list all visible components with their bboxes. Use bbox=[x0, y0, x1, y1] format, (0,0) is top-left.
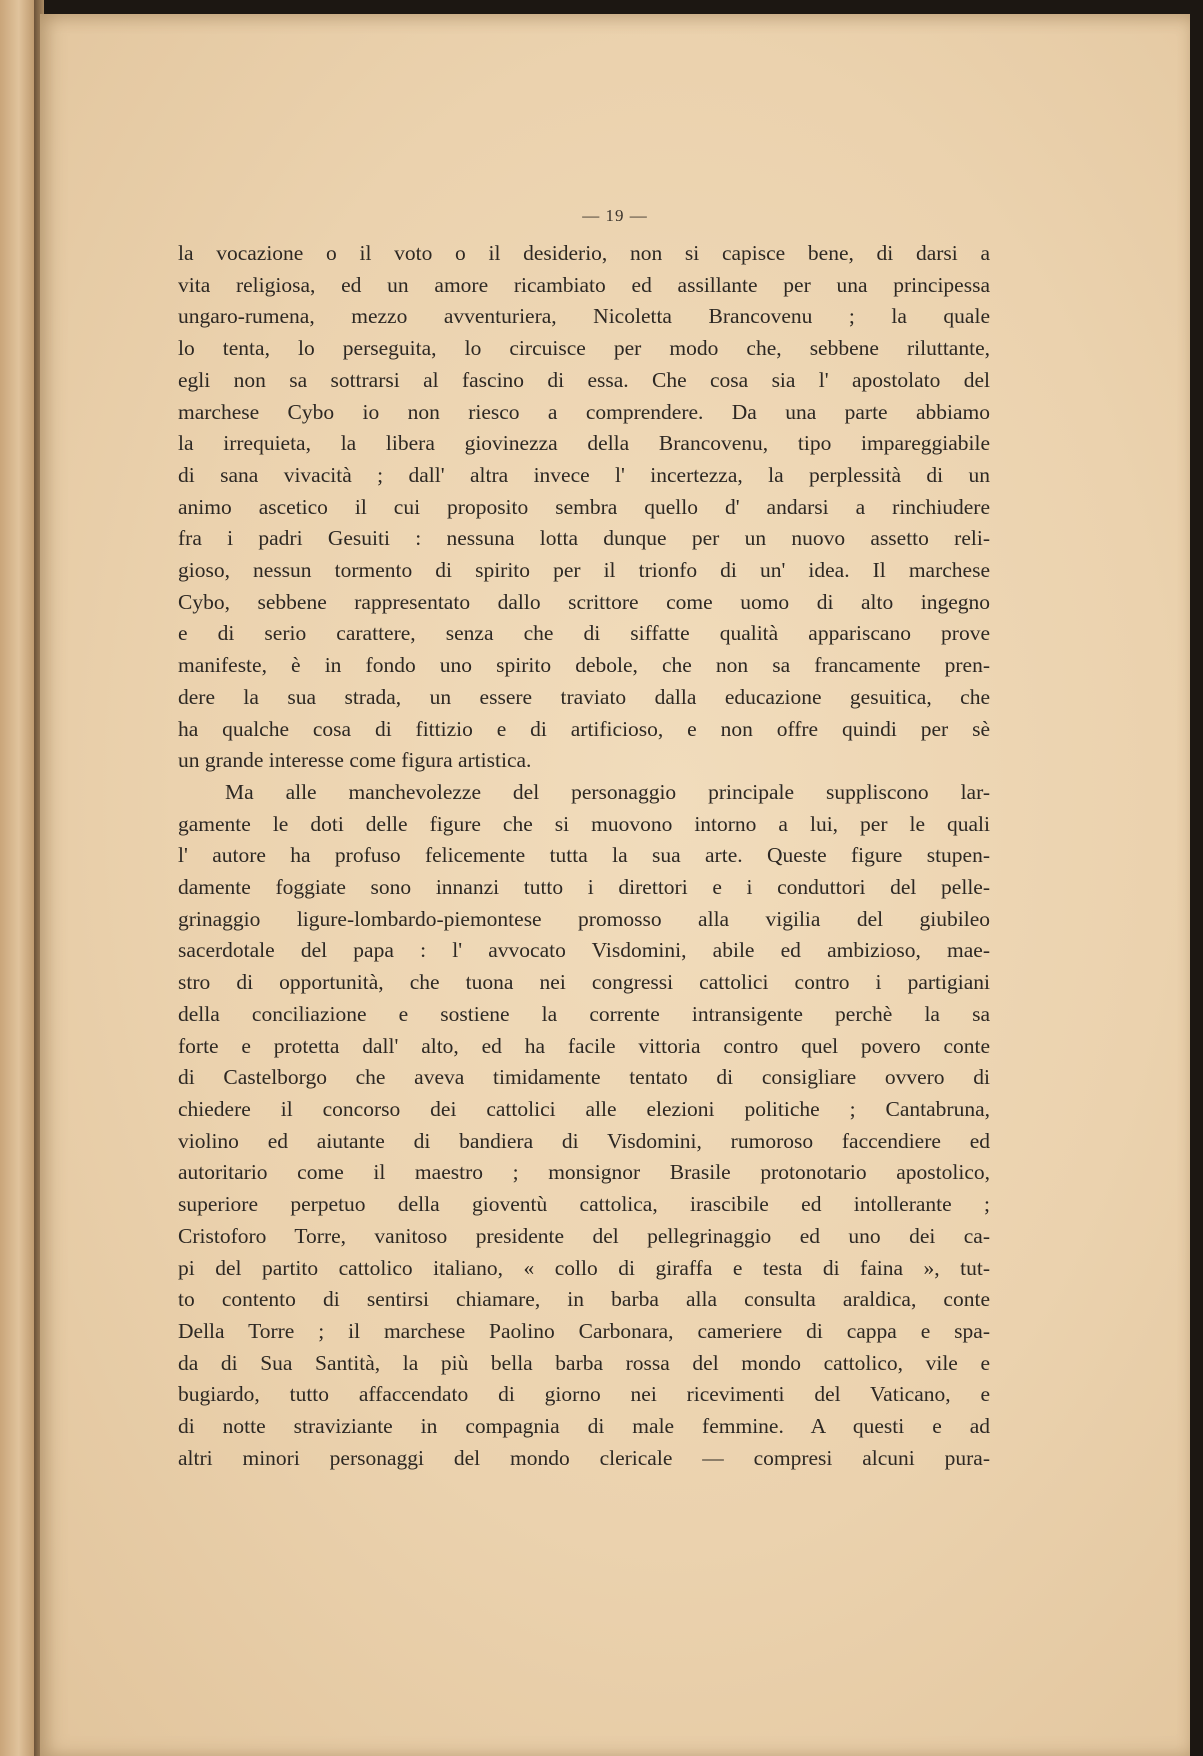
text-line: da di Sua Santità, la più bella barba rossa del mondo cattolico, vile e bbox=[178, 1350, 990, 1375]
text-line: ungaro-rumena, mezzo avventuriera, Nicoletta Brancovenu ; la quale bbox=[178, 304, 990, 329]
text-line: sacerdotale del papa : l' avvocato Visdomini, abile ed ambizioso, mae- bbox=[178, 938, 990, 963]
text-line: bugiardo, tutto affaccendato di giorno nei ricevimenti del Vaticano, e bbox=[178, 1382, 990, 1407]
text-line: ha qualche cosa di fittizio e di artificioso, e non offre quindi per sè bbox=[178, 716, 990, 741]
text-line: superiore perpetuo della gioventù cattolica, irascibile ed intollerante ; bbox=[178, 1192, 990, 1217]
text-line: Cristoforo Torre, vanitoso presidente del pellegrinaggio ed uno dei ca- bbox=[178, 1223, 990, 1248]
text-line: altri minori personaggi del mondo clericale — compresi alcuni pura- bbox=[178, 1445, 990, 1470]
page bbox=[40, 14, 1190, 1756]
text-line: stro di opportunità, che tuona nei congressi cattolici contro i partigiani bbox=[178, 970, 990, 995]
text-line: gioso, nessun tormento di spirito per il trionfo di un' idea. Il marchese bbox=[178, 558, 990, 583]
text-line: e di serio carattere, senza che di siffatte qualità appariscano prove bbox=[178, 621, 990, 646]
paragraph bbox=[178, 777, 990, 1474]
text-line: Ma alle manchevolezze del personaggio principale suppliscono lar- bbox=[225, 779, 990, 804]
text-line: di sana vivacità ; dall' altra invece l' incertezza, la perplessità di un bbox=[178, 462, 990, 487]
text-line: to contento di sentirsi chiamare, in barba alla consulta araldica, conte bbox=[178, 1287, 990, 1312]
text-line: di notte straviziante in compagnia di male femmine. A questi e ad bbox=[178, 1414, 990, 1439]
text-line: di Castelborgo che aveva timidamente tentato di consigliare ovvero di bbox=[178, 1065, 990, 1090]
text-line: la irrequieta, la libera giovinezza della Brancovenu, tipo impareggiabile bbox=[178, 431, 990, 456]
text-line: marchese Cybo io non riesco a comprendere. Da una parte abbiamo bbox=[178, 399, 990, 424]
text-line: un grande interesse come figura artistica. bbox=[178, 748, 532, 773]
text-line: gamente le doti delle figure che si muovono intorno a lui, per le quali bbox=[178, 811, 990, 836]
text-line: la vocazione o il voto o il desiderio, non si capisce bene, di darsi a bbox=[178, 241, 990, 265]
text-line: forte e protetta dall' alto, ed ha facile vittoria contro quel povero conte bbox=[178, 1033, 990, 1058]
text-line: egli non sa sottrarsi al fascino di essa. Che cosa sia l' apostolato del bbox=[178, 367, 990, 392]
text-line: manifeste, è in fondo uno spirito debole, che non sa francamente pren- bbox=[178, 653, 990, 678]
text-line: damente foggiate sono innanzi tutto i direttori e i conduttori del pelle- bbox=[178, 875, 990, 900]
text-line: Cybo, sebbene rappresentato dallo scrittore come uomo di alto ingegno bbox=[178, 589, 990, 614]
text-line: lo tenta, lo perseguita, lo circuisce per modo che, sebbene riluttante, bbox=[178, 336, 990, 361]
text-line: violino ed aiutante di bandiera di Visdomini, rumoroso faccendiere ed bbox=[178, 1128, 990, 1153]
text-line: pi del partito cattolico italiano, « collo di giraffa e testa di faina », tut- bbox=[178, 1255, 990, 1280]
text-line: fra i padri Gesuiti : nessuna lotta dunque per un nuovo assetto reli- bbox=[178, 526, 990, 551]
text-line: Della Torre ; il marchese Paolino Carbonara, cameriere di cappa e spa- bbox=[178, 1318, 990, 1343]
text-line: autoritario come il maestro ; monsignor Brasile protonotario apostolico, bbox=[178, 1160, 990, 1185]
text-line: dere la sua strada, un essere traviato dalla educazione gesuitica, che bbox=[178, 684, 990, 709]
body-text bbox=[178, 238, 990, 1474]
paragraph bbox=[178, 238, 990, 777]
text-line: grinaggio ligure-lombardo-piemontese promosso alla vigilia del giubileo bbox=[178, 906, 990, 931]
previous-page-edge bbox=[0, 0, 34, 1756]
text-line: vita religiosa, ed un amore ricambiato ed assillante per una principessa bbox=[178, 272, 990, 297]
text-line: animo ascetico il cui proposito sembra quello d' andarsi a rinchiudere bbox=[178, 494, 990, 519]
text-line: l' autore ha profuso felicemente tutta la sua arte. Queste figure stupen- bbox=[178, 843, 990, 868]
page-number: — 19 — bbox=[582, 206, 648, 225]
text-line: chiedere il concorso dei cattolici alle elezioni politiche ; Cantabruna, bbox=[178, 1096, 990, 1121]
text-line: della conciliazione e sostiene la corrente intransigente perchè la sa bbox=[178, 1001, 990, 1026]
